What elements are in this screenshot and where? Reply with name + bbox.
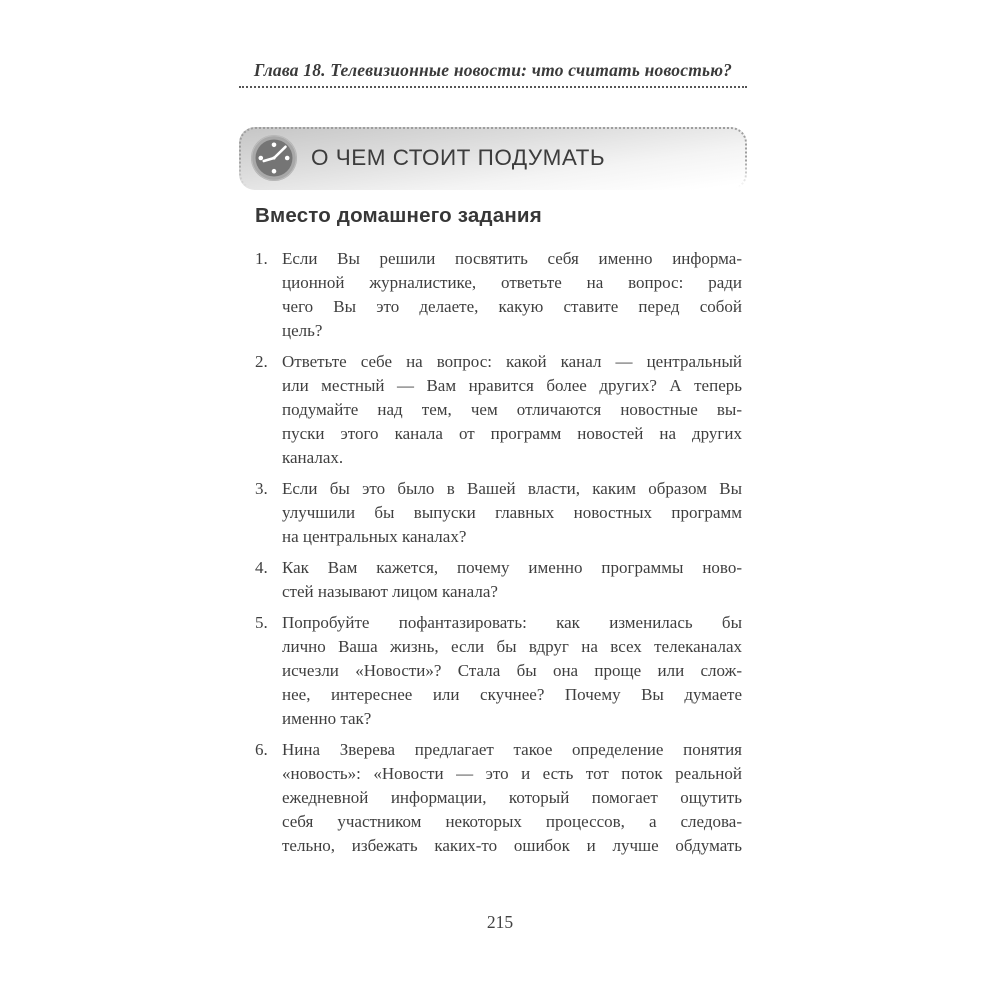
header-dotted-rule (239, 86, 747, 88)
question-line: чего Вы это делаете, какую ставите перед собой (282, 297, 742, 316)
section-heading: Вместо домашнего задания (255, 204, 542, 227)
page-number: 215 (486, 912, 514, 932)
question-line: лично Ваша жизнь, если бы вдруг на всех телеканалах (282, 637, 742, 656)
question-line: пуски этого канала от программ новостей на других (282, 424, 742, 443)
question-list (239, 247, 747, 858)
question-item (239, 477, 747, 549)
question-line: Ответьте себе на вопрос: какой канал — центральный (282, 352, 742, 371)
question-line: Попробуйте пофантазировать: как изменилась бы (282, 613, 742, 632)
question-line: каналах. (282, 448, 344, 467)
question-line: Как Вам кажется, почему именно программы ново- (282, 558, 742, 577)
question-text (282, 556, 742, 604)
question-number: 5. (255, 613, 268, 632)
question-number: 4. (255, 558, 268, 577)
question-line: именно так? (282, 709, 372, 728)
question-line: Нина Зверева предлагает такое определение понятия (282, 740, 742, 759)
question-line: улучшили бы выпуски главных новостных программ (282, 503, 742, 522)
question-line: ционной журналистике, ответьте на вопрос: ради (282, 273, 742, 292)
question-text (282, 247, 742, 343)
think-about-box (239, 127, 747, 190)
clock-icon (250, 134, 298, 182)
question-number: 2. (255, 352, 268, 371)
question-line: на центральных каналах? (282, 527, 467, 546)
question-number: 6. (255, 740, 268, 759)
question-line: тельно, избежать каких-то ошибок и лучше обдумать (282, 836, 742, 855)
question-line: стей называют лицом канала? (282, 582, 498, 601)
question-line: или местный — Вам нравится более других? А теперь (282, 376, 742, 395)
question-item (239, 738, 747, 858)
question-number: 3. (255, 479, 268, 498)
question-line: себя участником некоторых процессов, а следова- (282, 812, 742, 831)
question-item (239, 556, 747, 604)
question-line: подумайте над тем, чем отличаются новостные вы- (282, 400, 742, 419)
question-text (282, 350, 742, 470)
question-number: 1. (255, 249, 268, 268)
question-line: Если бы это было в Вашей власти, каким образом Вы (282, 479, 742, 498)
text-column (239, 58, 747, 865)
question-line: «новость»: «Новости — это и есть тот поток реальной (282, 764, 742, 783)
question-text (282, 738, 742, 858)
question-line: ежедневной информации, который помогает ощутить (282, 788, 742, 807)
question-text (282, 611, 742, 731)
question-line: нее, интереснее или скучнее? Почему Вы думаете (282, 685, 742, 704)
question-text (282, 477, 742, 549)
question-line: Если Вы решили посвятить себя именно информа- (282, 249, 742, 268)
question-item (239, 247, 747, 343)
question-item (239, 350, 747, 470)
question-line: исчезли «Новости»? Стала бы она проще или слож- (282, 661, 742, 680)
question-line: цель? (282, 321, 323, 340)
question-item (239, 611, 747, 731)
think-box-title: О ЧЕМ СТОИТ ПОДУМАТЬ (311, 145, 606, 170)
chapter-header: Глава 18. Телевизионные новости: что считать новостью? (253, 60, 733, 80)
